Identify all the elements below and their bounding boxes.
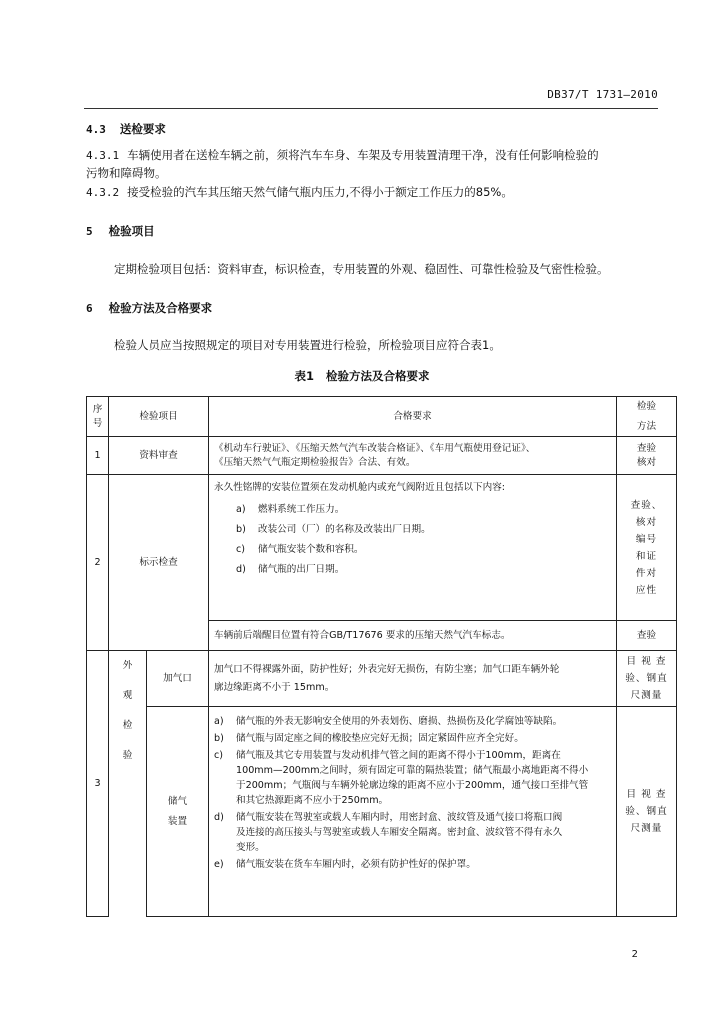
- item-marker: a): [214, 716, 224, 727]
- item-text: [236, 714, 562, 729]
- row-method: [617, 707, 677, 917]
- method-line: 件对: [635, 567, 658, 579]
- item-text: 燃料系统工作压力。: [258, 504, 345, 515]
- item-marker: d): [236, 564, 246, 575]
- method-line: 编号: [635, 533, 658, 545]
- row-item: 标示检查: [109, 475, 209, 651]
- table-row: [87, 475, 677, 621]
- standard-code: DB37/T 1731—2010: [547, 88, 658, 101]
- item-marker: c): [236, 544, 246, 555]
- item-marker: a): [236, 504, 246, 515]
- method-line: 应性: [635, 584, 658, 596]
- row-method: 查验: [617, 621, 677, 651]
- item-text: 储气瓶安装个数和容积。: [258, 544, 364, 555]
- row-method: 查验 核对: [617, 437, 677, 475]
- clause-number: 4.3.2: [86, 186, 120, 199]
- section-number: 5: [86, 225, 93, 238]
- req-list-item: [236, 523, 611, 537]
- clause-number: 4.3.1: [86, 149, 120, 162]
- section-number: 4.3: [86, 123, 106, 136]
- item-marker: c): [214, 750, 224, 761]
- header-item: 检验项目: [109, 397, 209, 437]
- section-4-3-heading: [86, 121, 166, 137]
- item-text-line: 变形。: [236, 842, 265, 853]
- table-row: [87, 707, 677, 917]
- row-requirement: 加气口不得裸露外面，防护性好；外表完好无损伤，有防尘塞；加气口距车辆外轮 廓边缘距离不小于 15mm。: [209, 651, 617, 707]
- section-5-text: 定期检验项目包括：资料审查，标识检查，专用装置的外观、稳固性、可靠性检验及气密性检验。: [114, 262, 609, 276]
- clause-text: 接受检验的汽车其压缩天然气储气瓶内压力,不得小于额定工作压力的85%。: [127, 185, 513, 199]
- item-text: [236, 857, 476, 872]
- method-line: 验、钢直: [625, 673, 668, 684]
- item-text: [236, 731, 524, 746]
- category-char: 观: [122, 689, 133, 701]
- req-list: [214, 503, 611, 577]
- item-marker: b): [214, 733, 224, 744]
- category-cell: [109, 659, 147, 917]
- section-6-text: 检验人员应当按照规定的项目对专用装置进行检验，所检验项目应符合表1。: [114, 338, 501, 352]
- row-requirement: [209, 707, 617, 917]
- section-title: 检验项目: [108, 224, 155, 238]
- item-text-line: 储气瓶安装在货车车厢内时，必须有防护性好的保护罩。: [236, 859, 476, 870]
- header-rule: [84, 108, 658, 109]
- row-seq: 3: [87, 651, 109, 917]
- item-marker: e): [214, 859, 224, 870]
- method-line: 和证: [635, 550, 658, 562]
- header-method: 检验 方法: [617, 397, 677, 437]
- section-title: 检验方法及合格要求: [108, 301, 213, 315]
- req-list-item: [214, 810, 611, 855]
- method-line: 尺测量: [630, 690, 663, 701]
- req-list-item: [214, 857, 611, 872]
- row-seq: 1: [87, 437, 109, 475]
- category-char: 检: [122, 719, 133, 731]
- item-text: [236, 810, 562, 855]
- req-list-item: [214, 748, 611, 808]
- item-marker: d): [214, 812, 224, 823]
- table-row: [87, 437, 677, 475]
- row-method: [617, 651, 677, 707]
- category-char: 验: [122, 749, 133, 761]
- section-title: 送检要求: [119, 122, 166, 136]
- clause-4-3-1: [86, 148, 666, 181]
- item-text-line: 及连接的高压接头与驾驶室或载人车厢安全隔离。密封盒、波纹管不得有永久: [236, 827, 563, 838]
- section-5-heading: [86, 223, 155, 239]
- item-marker: b): [236, 524, 246, 535]
- method-line: 验、钢直: [625, 806, 668, 817]
- method-line: 核对: [635, 516, 658, 528]
- item-text-line: 100mm—200mm之间时，须有固定可靠的隔热装置；储气瓶最小离地距离不得小: [236, 765, 589, 776]
- table-row: [87, 651, 677, 707]
- row-requirement: 车辆前后端醒目位置有符合GB/T17676 要求的压缩天然气汽车标志。: [209, 621, 617, 651]
- method-line: 查验、: [630, 499, 663, 511]
- method-line: 目 视 查: [626, 789, 667, 800]
- header-requirement: 合格要求: [209, 397, 617, 437]
- method-line: 尺测量: [630, 823, 663, 834]
- header-seq: 序 号: [87, 397, 109, 437]
- item-text: [236, 748, 588, 808]
- item-text-line: 和其它热源距离不应小于250mm。: [236, 795, 389, 806]
- row-method: [617, 475, 677, 621]
- clause-4-3-2: [86, 185, 513, 200]
- req-list-item: [214, 731, 611, 746]
- page-number: 2: [631, 949, 638, 960]
- item-text-line: 于200mm；气瓶阀与车辆外轮廓边缘的距离不应小于200mm，通气接口至排气管: [236, 780, 589, 791]
- item-text-line: 储气瓶的外表无影响安全使用的外表划伤、磨损、热损伤及化学腐蚀等缺陷。: [236, 716, 563, 727]
- req-intro: 永久性铭牌的安装位置须在发动机舱内或充气阀附近且包括以下内容:: [214, 482, 506, 493]
- table-caption: 表1 检验方法及合格要求: [294, 369, 430, 383]
- item-text: 改装公司（厂）的名称及改装出厂日期。: [258, 524, 431, 535]
- item-text: 储气瓶的出厂日期。: [258, 564, 345, 575]
- item-text-line: 储气瓶与固定座之间的橡胶垫应完好无损；固定紧固件应齐全完好。: [236, 733, 524, 744]
- category-char: 外: [122, 659, 133, 671]
- clause-text-line1: 车辆使用者在送检车辆之前，须将汽车车身、车架及专用装置清理干净，没有任何影响检验的: [127, 148, 599, 162]
- item-text-line: 储气瓶及其它专用装置与发动机排气管之间的距离不得小于100mm，距离在: [236, 750, 561, 761]
- inspection-table: [86, 396, 677, 917]
- row-item: 储气 装置: [147, 707, 209, 917]
- method-line: 目 视 查: [626, 656, 667, 667]
- row-requirement: [209, 475, 617, 621]
- req-list-item: [214, 714, 611, 729]
- row-item: 资料审查: [109, 437, 209, 475]
- req-list-item: [236, 543, 611, 557]
- section-number: 6: [86, 302, 93, 315]
- clause-text-line2: 污物和障碍物。: [86, 166, 167, 180]
- row-requirement: 《机动车行驶证》、《压缩天然气汽车改装合格证》、《车用气瓶使用登记证》、 《压缩天然气气瓶定期检验报告》合法、有效。: [209, 437, 617, 475]
- req-list-item: [236, 503, 611, 517]
- section-6-heading: [86, 300, 212, 316]
- row-item: 加气口: [147, 651, 209, 707]
- row-seq: 2: [87, 475, 109, 651]
- item-text-line: 储气瓶安装在驾驶室或载人车厢内时，用密封盒、波纹管及通气接口将瓶口阀: [236, 812, 563, 823]
- req-list-item: [236, 563, 611, 577]
- table-header-row: [87, 397, 677, 437]
